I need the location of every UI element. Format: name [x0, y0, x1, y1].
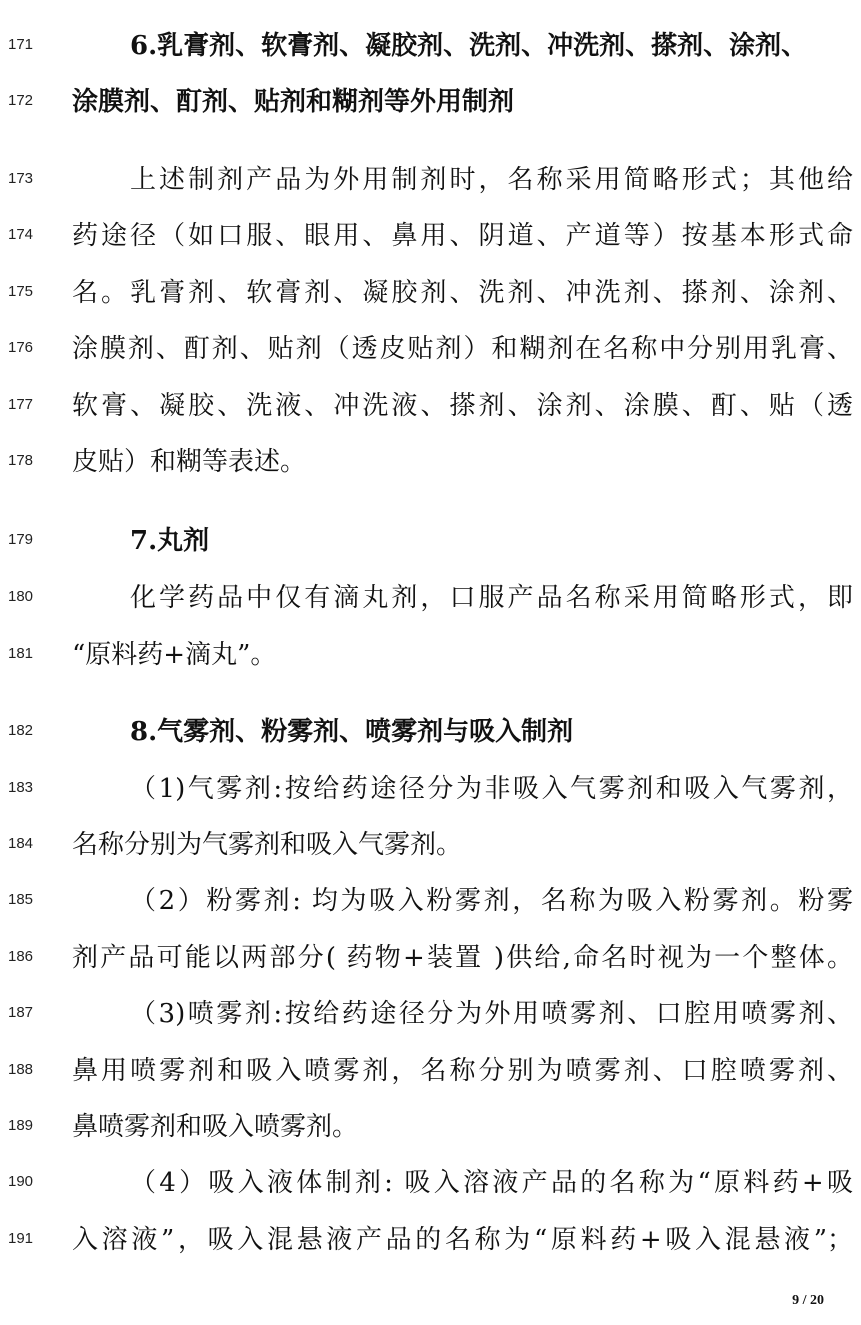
line-number: 182 — [8, 722, 34, 739]
paragraph-text: （3)喷雾剂:按给药途径分为外用喷雾剂、口腔用喷雾剂、 — [130, 999, 853, 1029]
line-number: 185 — [8, 891, 34, 908]
section-heading: 涂膜剂、酊剂、贴剂和糊剂等外用制剂 — [72, 87, 515, 117]
document-line — [0, 994, 861, 1034]
line-number: 178 — [8, 452, 34, 469]
line-number: 180 — [8, 588, 34, 605]
line-number: 173 — [8, 170, 34, 187]
document-line — [0, 442, 861, 482]
paragraph-text: 涂膜剂、酊剂、贴剂（透皮贴剂）和糊剂在名称中分别用乳膏、 — [72, 334, 853, 364]
document-line — [0, 1107, 861, 1147]
line-number: 187 — [8, 1004, 34, 1021]
line-number: 189 — [8, 1117, 34, 1134]
paragraph-text: 鼻喷雾剂和吸入喷雾剂。 — [72, 1112, 359, 1142]
document-line — [0, 712, 861, 752]
document-line — [0, 1220, 861, 1260]
paragraph-text: 上述制剂产品为外用制剂时，名称采用简略形式；其他给 — [130, 165, 853, 195]
line-number: 191 — [8, 1230, 34, 1247]
line-number: 190 — [8, 1173, 34, 1190]
line-number: 181 — [8, 645, 34, 662]
line-number: 184 — [8, 835, 34, 852]
document-line — [0, 881, 861, 921]
paragraph-text: 皮贴）和糊等表述。 — [72, 447, 307, 477]
document-line — [0, 82, 861, 122]
document-line — [0, 1163, 861, 1203]
line-number: 174 — [8, 226, 34, 243]
line-number: 186 — [8, 948, 34, 965]
document-line — [0, 386, 861, 426]
paragraph-text: （2）粉雾剂: 均为吸入粉雾剂，名称为吸入粉雾剂。粉雾 — [130, 886, 853, 916]
paragraph-text: 药途径（如口服、眼用、鼻用、阴道、产道等）按基本形式命 — [72, 221, 853, 251]
line-number: 171 — [8, 36, 34, 53]
section-heading: 7.丸剂 — [130, 526, 210, 556]
document-line — [0, 578, 861, 618]
document-line — [0, 635, 861, 675]
line-number: 176 — [8, 339, 34, 356]
line-number: 179 — [8, 531, 34, 548]
document-line — [0, 329, 861, 369]
paragraph-text: 鼻用喷雾剂和吸入喷雾剂，名称分别为喷雾剂、口腔喷雾剂、 — [72, 1056, 853, 1086]
paragraph-text: 软膏、凝胶、洗液、冲洗液、搽剂、涂剂、涂膜、酊、贴（透 — [72, 391, 853, 421]
document-line — [0, 521, 861, 561]
line-number: 175 — [8, 283, 34, 300]
section-heading: 8.气雾剂、粉雾剂、喷雾剂与吸入制剂 — [130, 717, 574, 747]
paragraph-text: （4）吸入液体制剂: 吸入溶液产品的名称为“原料药+吸 — [130, 1168, 853, 1198]
document-line — [0, 1051, 861, 1091]
paragraph-text: “原料药+滴丸”。 — [72, 640, 277, 670]
document-line — [0, 825, 861, 865]
line-number: 172 — [8, 92, 34, 109]
document-line — [0, 273, 861, 313]
paragraph-text: 化学药品中仅有滴丸剂，口服产品名称采用简略形式，即 — [130, 583, 853, 613]
document-line — [0, 938, 861, 978]
section-heading: 6.乳膏剂、软膏剂、凝胶剂、洗剂、冲洗剂、搽剂、涂剂、 — [130, 31, 808, 61]
paragraph-text: （1)气雾剂:按给药途径分为非吸入气雾剂和吸入气雾剂， — [130, 774, 853, 804]
page-number: 9 / 20 — [792, 1293, 824, 1308]
paragraph-text: 剂产品可能以两部分( 药物+装置 )供给,命名时视为一个整体。 — [72, 943, 853, 973]
line-number: 188 — [8, 1061, 34, 1078]
document-line — [0, 160, 861, 200]
line-number: 177 — [8, 396, 34, 413]
document-line — [0, 216, 861, 256]
paragraph-text: 名称分别为气雾剂和吸入气雾剂。 — [72, 830, 463, 860]
document-line — [0, 26, 861, 66]
paragraph-text: 名。乳膏剂、软膏剂、凝胶剂、洗剂、冲洗剂、搽剂、涂剂、 — [72, 278, 853, 308]
line-number: 183 — [8, 779, 34, 796]
document-line — [0, 769, 861, 809]
paragraph-text: 入溶液”，吸入混悬液产品的名称为“原料药+吸入混悬液”； — [72, 1225, 853, 1255]
